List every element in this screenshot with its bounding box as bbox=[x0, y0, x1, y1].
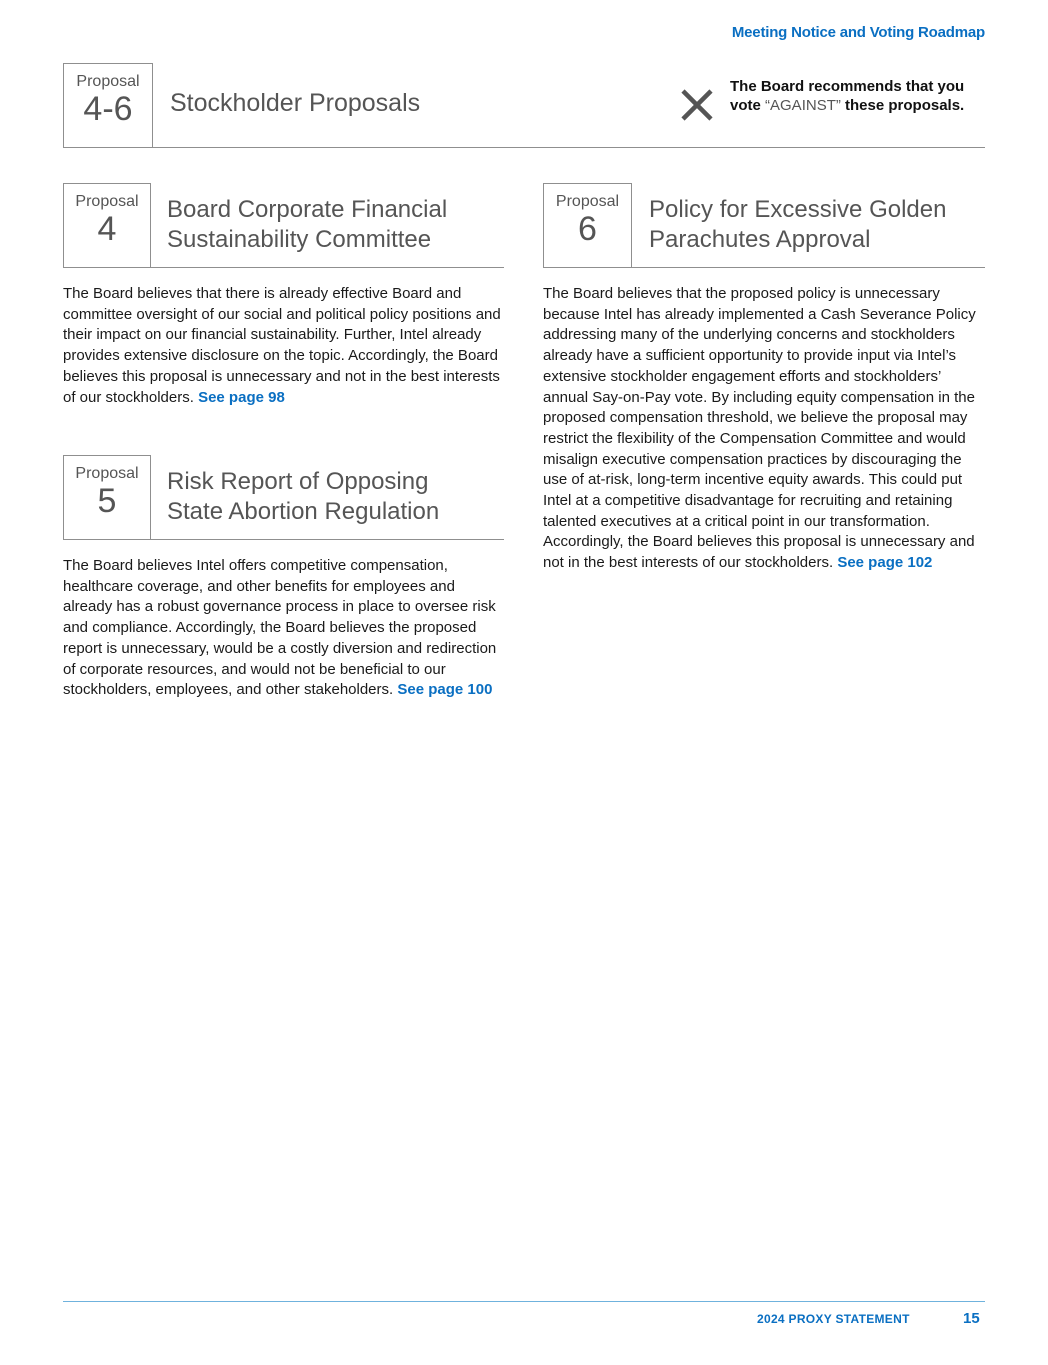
proposal-5-body bbox=[63, 556, 508, 701]
against-x-icon bbox=[679, 87, 715, 123]
see-page-link[interactable]: See page 100 bbox=[397, 681, 493, 699]
body-text: The Board believes that there is already effective Board and committee oversight of our social and political policy positions and their impact on our financial sustainability. Further, Intel already provides extensive disclosure on the topic. Accordingly, the Board believes this proposal is unnecessary and not in the best interests of our stockholders. bbox=[63, 285, 501, 406]
page-number: 15 bbox=[963, 1310, 980, 1327]
proposal-4-body bbox=[63, 284, 508, 408]
footer-divider bbox=[63, 1301, 985, 1302]
proposal-title-line: State Abortion Regulation bbox=[167, 498, 440, 525]
proposal-badge bbox=[63, 455, 151, 539]
proposal-6-header bbox=[543, 183, 985, 268]
proposal-label: Proposal bbox=[75, 193, 139, 210]
proposal-6-body bbox=[543, 284, 988, 574]
rec-prefix: The Board recommends that you vote bbox=[730, 78, 965, 114]
rec-vote: “AGAINST” bbox=[765, 97, 841, 114]
proposal-title bbox=[167, 467, 439, 527]
rec-suffix: these proposals. bbox=[840, 97, 965, 114]
proposal-number: 5 bbox=[97, 482, 117, 520]
board-recommendation bbox=[730, 77, 990, 115]
summary-block bbox=[63, 63, 985, 148]
summary-title: Stockholder Proposals bbox=[170, 89, 421, 117]
proposal-title-line: Policy for Excessive Golden bbox=[649, 196, 947, 223]
proposal-badge bbox=[63, 63, 153, 147]
footer-label: 2024 PROXY STATEMENT bbox=[757, 1312, 910, 1326]
proposal-label: Proposal bbox=[76, 73, 140, 90]
proposal-title-line: Board Corporate Financial bbox=[167, 196, 448, 223]
proposal-label: Proposal bbox=[555, 193, 620, 210]
proposal-title bbox=[167, 195, 447, 255]
proposal-number: 4-6 bbox=[83, 90, 133, 128]
proposal-title-line: Parachutes Approval bbox=[649, 226, 871, 253]
proposal-label: Proposal bbox=[75, 465, 139, 482]
proposal-title-line: Risk Report of Opposing bbox=[167, 468, 429, 495]
section-header: Meeting Notice and Voting Roadmap bbox=[731, 24, 985, 41]
see-page-link[interactable]: See page 98 bbox=[198, 388, 285, 406]
body-text: The Board believes Intel offers competitive compensation, healthcare coverage, and other benefits for employees and already has a robust governance process in place to oversee risk and compliance. Accordingly, the Board believes the proposed report is unnecessary, would be a costly diversion and redirection of corporate resources, and would not be beneficial to our stockholders, employees, and other stakeholders. bbox=[63, 557, 497, 699]
proposal-4-header bbox=[63, 183, 504, 268]
proposal-title-line: Sustainability Committee bbox=[167, 226, 432, 253]
body-text: The Board believes that the proposed policy is unnecessary because Intel has already implemented a Cash Severance Policy addressing many of the underlying concerns and stockholders already have a sufficient opportunity to provide input via Intel’s extensive stockholder engagement efforts and stockholders’ annual Say-on-Pay vote. By including equity compensation in the proposed compensation threshold, we believe the proposal may restrict the flexibility of the Compensation Committee and would misalign executive compensation practices by discouraging the use of at-risk, long-term incentive equity awards. This could put Intel at a competitive disadvantage for recruiting and retaining talented executives at a critical point in our transformation. Accordingly, the Board believes this proposal is unnecessary and not in the best interests of our stockholders. bbox=[543, 285, 976, 572]
proposal-badge bbox=[63, 183, 151, 267]
proposal-title bbox=[649, 195, 946, 255]
proposal-5-header bbox=[63, 455, 504, 540]
see-page-link[interactable]: See page 102 bbox=[837, 554, 933, 572]
proposal-number: 4 bbox=[97, 210, 117, 248]
proposal-badge bbox=[543, 183, 632, 267]
proposal-number: 6 bbox=[578, 210, 597, 248]
